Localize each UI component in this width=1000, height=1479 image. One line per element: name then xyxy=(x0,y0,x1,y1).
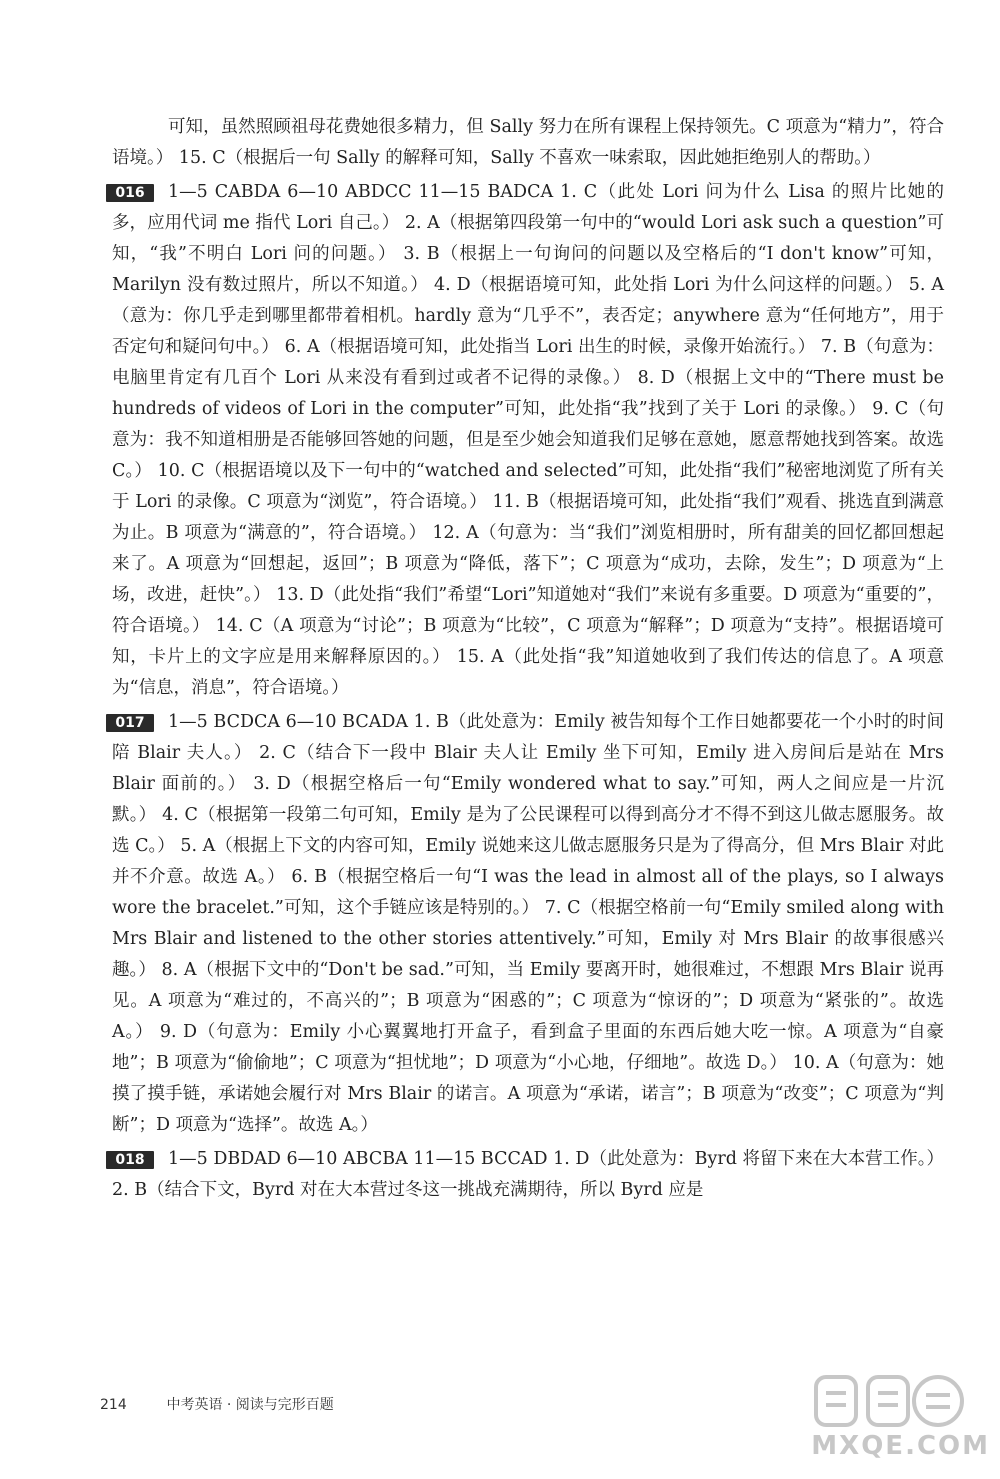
book-title: 中考英语 · 阅读与完形百题 xyxy=(166,1397,334,1413)
answer-section-text: 1—5 CABDA 6—10 ABDCC 11—15 BADCA 1. C（此处 Lori 问为什么 Lisa 的照片比她的多，应用代词 me 指代 Lori 自己。） 2. A（根据第四段第一句中的“would Lori ask such a question”可知，“我”不明白 Lori 问的问题。） 3. B（根据上一句询问的问题以及空格后的“I don't know”可知，Marilyn 没有数过照片，所以不知道。） 4. D（根据语境可知，此处指 Lori 为什么问这样的问题。） 5. A（意为：你几乎走到哪里都带着相机。hardly 意为“几乎不”，表否定；anywhere 意为“任何地方”，用于否定句和疑问句中。） 6. A（根据语境可知，此处指当 Lori 出生的时候，录像开始流行。） 7. B（句意为：电脑里肯定有几百个 Lori 从来没有看到过或者不记得的录像。） 8. D（根据上文中的“There must be hundreds of videos of Lori in the computer”可知，此处指“我”找到了关于 Lori 的录像。） 9. C（句意为：我不知道相册是否能够回答她的问题，但是至少她会知道我们足够在意她，愿意帮她找到答案。故选 C。） 10. C（根据语境以及下一句中的“watched and selected”可知，此处指“我们”秘密地浏览了所有关于 Lori 的录像。C 项意为“浏览”，符合语境。） 11. B（根据语境可知，此处指“我们”观看、挑选直到满意为止。B 项意为“满意的”，符合语境。） 12. A（句意为：当“我们”浏览相册时，所有甜美的回忆都回想起来了。A 项意为“回想起，返回”；B 项意为“降低，落下”；C 项意为“成功，去除，发生”；D 项意为“上场，改进，赶快”。） 13. D（此处指“我们”希望“Lori”知道她对“我们”来说有多重要。D 项意为“重要的”，符合语境。） 14. C（A 项意为“讨论”；B 项意为“比较”，C 项意为“解释”；D 项意为“支持”。根据语境可知，卡片上的文字应是用来解释原因的。） 15. A（此处指“我”知道她收到了我们传达的信息了。A 项意为“信息，消息”，符合语境。） xyxy=(112,182,944,698)
page-footer xyxy=(100,1394,334,1414)
watermark-seal-icon xyxy=(814,1373,964,1431)
section-number-badge: 016 xyxy=(106,184,154,202)
answer-section-017 xyxy=(112,707,944,1141)
watermark-text: MXQE.COM xyxy=(811,1431,990,1461)
intro-paragraph: 可知，虽然照顾祖母花费她很多精力，但 Sally 努力在所有课程上保持领先。C 项意为“精力”，符合语境。） 15. C（根据后一句 Sally 的解释可知，Sally 不喜欢一味索取，因此她拒绝别人的帮助。） xyxy=(112,117,944,168)
page-number: 214 xyxy=(100,1397,127,1413)
answer-section-018 xyxy=(112,1144,944,1206)
section-number-badge: 017 xyxy=(106,714,154,732)
answer-section-text: 1—5 BCDCA 6—10 BCADA 1. B（此处意为：Emily 被告知每个工作日她都要花一个小时的时间陪 Blair 夫人。） 2. C（结合下一段中 Blair 夫人让 Emily 坐下可知，Emily 进入房间后是站在 Mrs Blair 面前的。） 3. D（根据空格后一句“Emily wondered what to say.”可知，两人之间应是一片沉默。） 4. C（根据第一段第二句可知，Emily 是为了公民课程可以得到高分才不得不到这儿做志愿服务。故选 C。） 5. A（根据上下文的内容可知，Emily 说她来这儿做志愿服务只是为了得高分，但 Mrs Blair 对此并不介意。故选 A。） 6. B（根据空格后一句“I was the lead in almost all of the plays, so I always wore the bracelet.”可知，这个手链应该是特别的。） 7. C（根据空格前一句“Emily smiled along with Mrs Blair and listened to the other stories attentively.”可知，Emily 对 Mrs Blair 的故事很感兴趣。） 8. A（根据下文中的“Don't be sad.”可知，当 Emily 要离开时，她很难过，不想跟 Mrs Blair 说再见。A 项意为“难过的，不高兴的”；B 项意为“困惑的”；C 项意为“惊讶的”；D 项意为“紧张的”。故选 A。） 9. D（句意为：Emily 小心翼翼地打开盒子，看到盒子里面的东西后她大吃一惊。A 项意为“自豪地”；B 项意为“偷偷地”；C 项意为“担忧地”；D 项意为“小心地，仔细地”。故选 D。） 10. A（句意为：她摸了摸手链，承诺她会履行对 Mrs Blair 的诺言。A 项意为“承诺，诺言”；B 项意为“改变”；C 项意为“判断”；D 项意为“选择”。故选 A。） xyxy=(112,712,944,1135)
watermark-logo xyxy=(800,1371,990,1461)
answer-section-text: 1—5 DBDAD 6—10 ABCBA 11—15 BCCAD 1. D（此处意为：Byrd 将留下来在大本营工作。） 2. B（结合下文，Byrd 对在大本营过冬这一挑战充满期待，所以 Byrd 应是 xyxy=(112,1149,944,1200)
answer-text-body xyxy=(112,112,944,1206)
section-number-badge: 018 xyxy=(106,1151,154,1169)
answer-section-016 xyxy=(112,177,944,704)
